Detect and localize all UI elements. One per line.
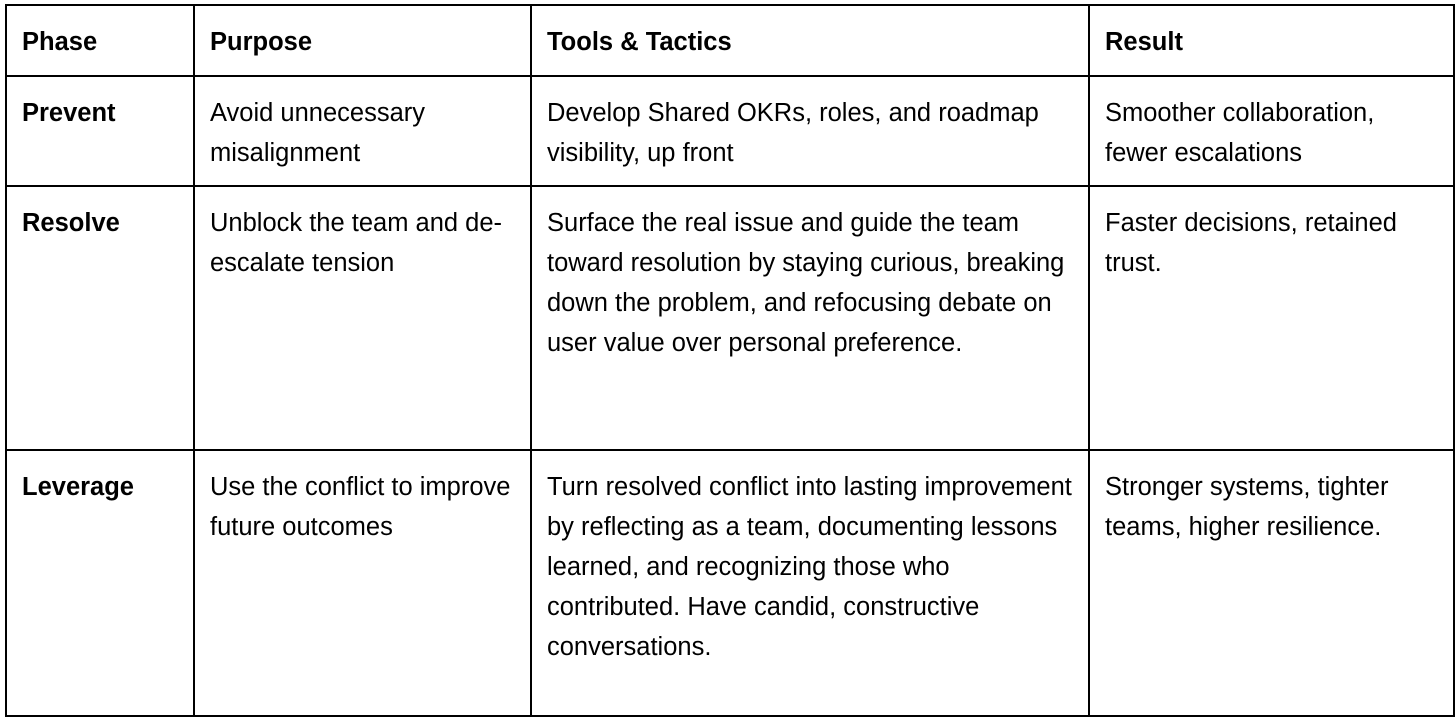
header-tools-tactics: Tools & Tactics xyxy=(531,5,1089,76)
tools-text: Develop Shared OKRs, roles, and roadmap visibility, up front xyxy=(547,99,1039,167)
phase-label: Resolve xyxy=(22,209,120,237)
cell-phase xyxy=(6,76,194,186)
cell-tools xyxy=(531,76,1089,186)
header-purpose: Purpose xyxy=(194,5,531,76)
cell-result xyxy=(1089,186,1454,450)
header-phase: Phase xyxy=(6,5,194,76)
result-text: Stronger systems, tighter teams, higher resilience. xyxy=(1105,473,1389,541)
phase-label: Leverage xyxy=(22,473,134,501)
phase-table-container xyxy=(5,4,1453,717)
phase-label: Prevent xyxy=(22,99,116,127)
cell-result xyxy=(1089,76,1454,186)
cell-tools xyxy=(531,186,1089,450)
table-row xyxy=(6,186,1454,450)
purpose-text: Use the conflict to improve future outcomes xyxy=(210,473,511,541)
table-row xyxy=(6,450,1454,716)
cell-result xyxy=(1089,450,1454,716)
cell-phase xyxy=(6,186,194,450)
tools-text: Turn resolved conflict into lasting improvement by reflecting as a team, documenting lessons learned, and recognizing those who contributed. Have candid, constructive conversations. xyxy=(547,473,1072,661)
table-header-row xyxy=(6,5,1454,76)
header-result: Result xyxy=(1089,5,1454,76)
cell-purpose xyxy=(194,186,531,450)
cell-tools xyxy=(531,450,1089,716)
table-row xyxy=(6,76,1454,186)
purpose-text: Avoid unnecessary misalignment xyxy=(210,99,425,167)
tools-text: Surface the real issue and guide the team toward resolution by staying curious, breaking down the problem, and refocusing debate on user value over personal preference. xyxy=(547,209,1065,357)
result-text: Smoother collaboration, fewer escalations xyxy=(1105,99,1375,167)
purpose-text: Unblock the team and de-escalate tension xyxy=(210,209,503,277)
result-text: Faster decisions, retained trust. xyxy=(1105,209,1397,277)
phase-table xyxy=(5,4,1455,717)
cell-purpose xyxy=(194,450,531,716)
cell-phase xyxy=(6,450,194,716)
cell-purpose xyxy=(194,76,531,186)
